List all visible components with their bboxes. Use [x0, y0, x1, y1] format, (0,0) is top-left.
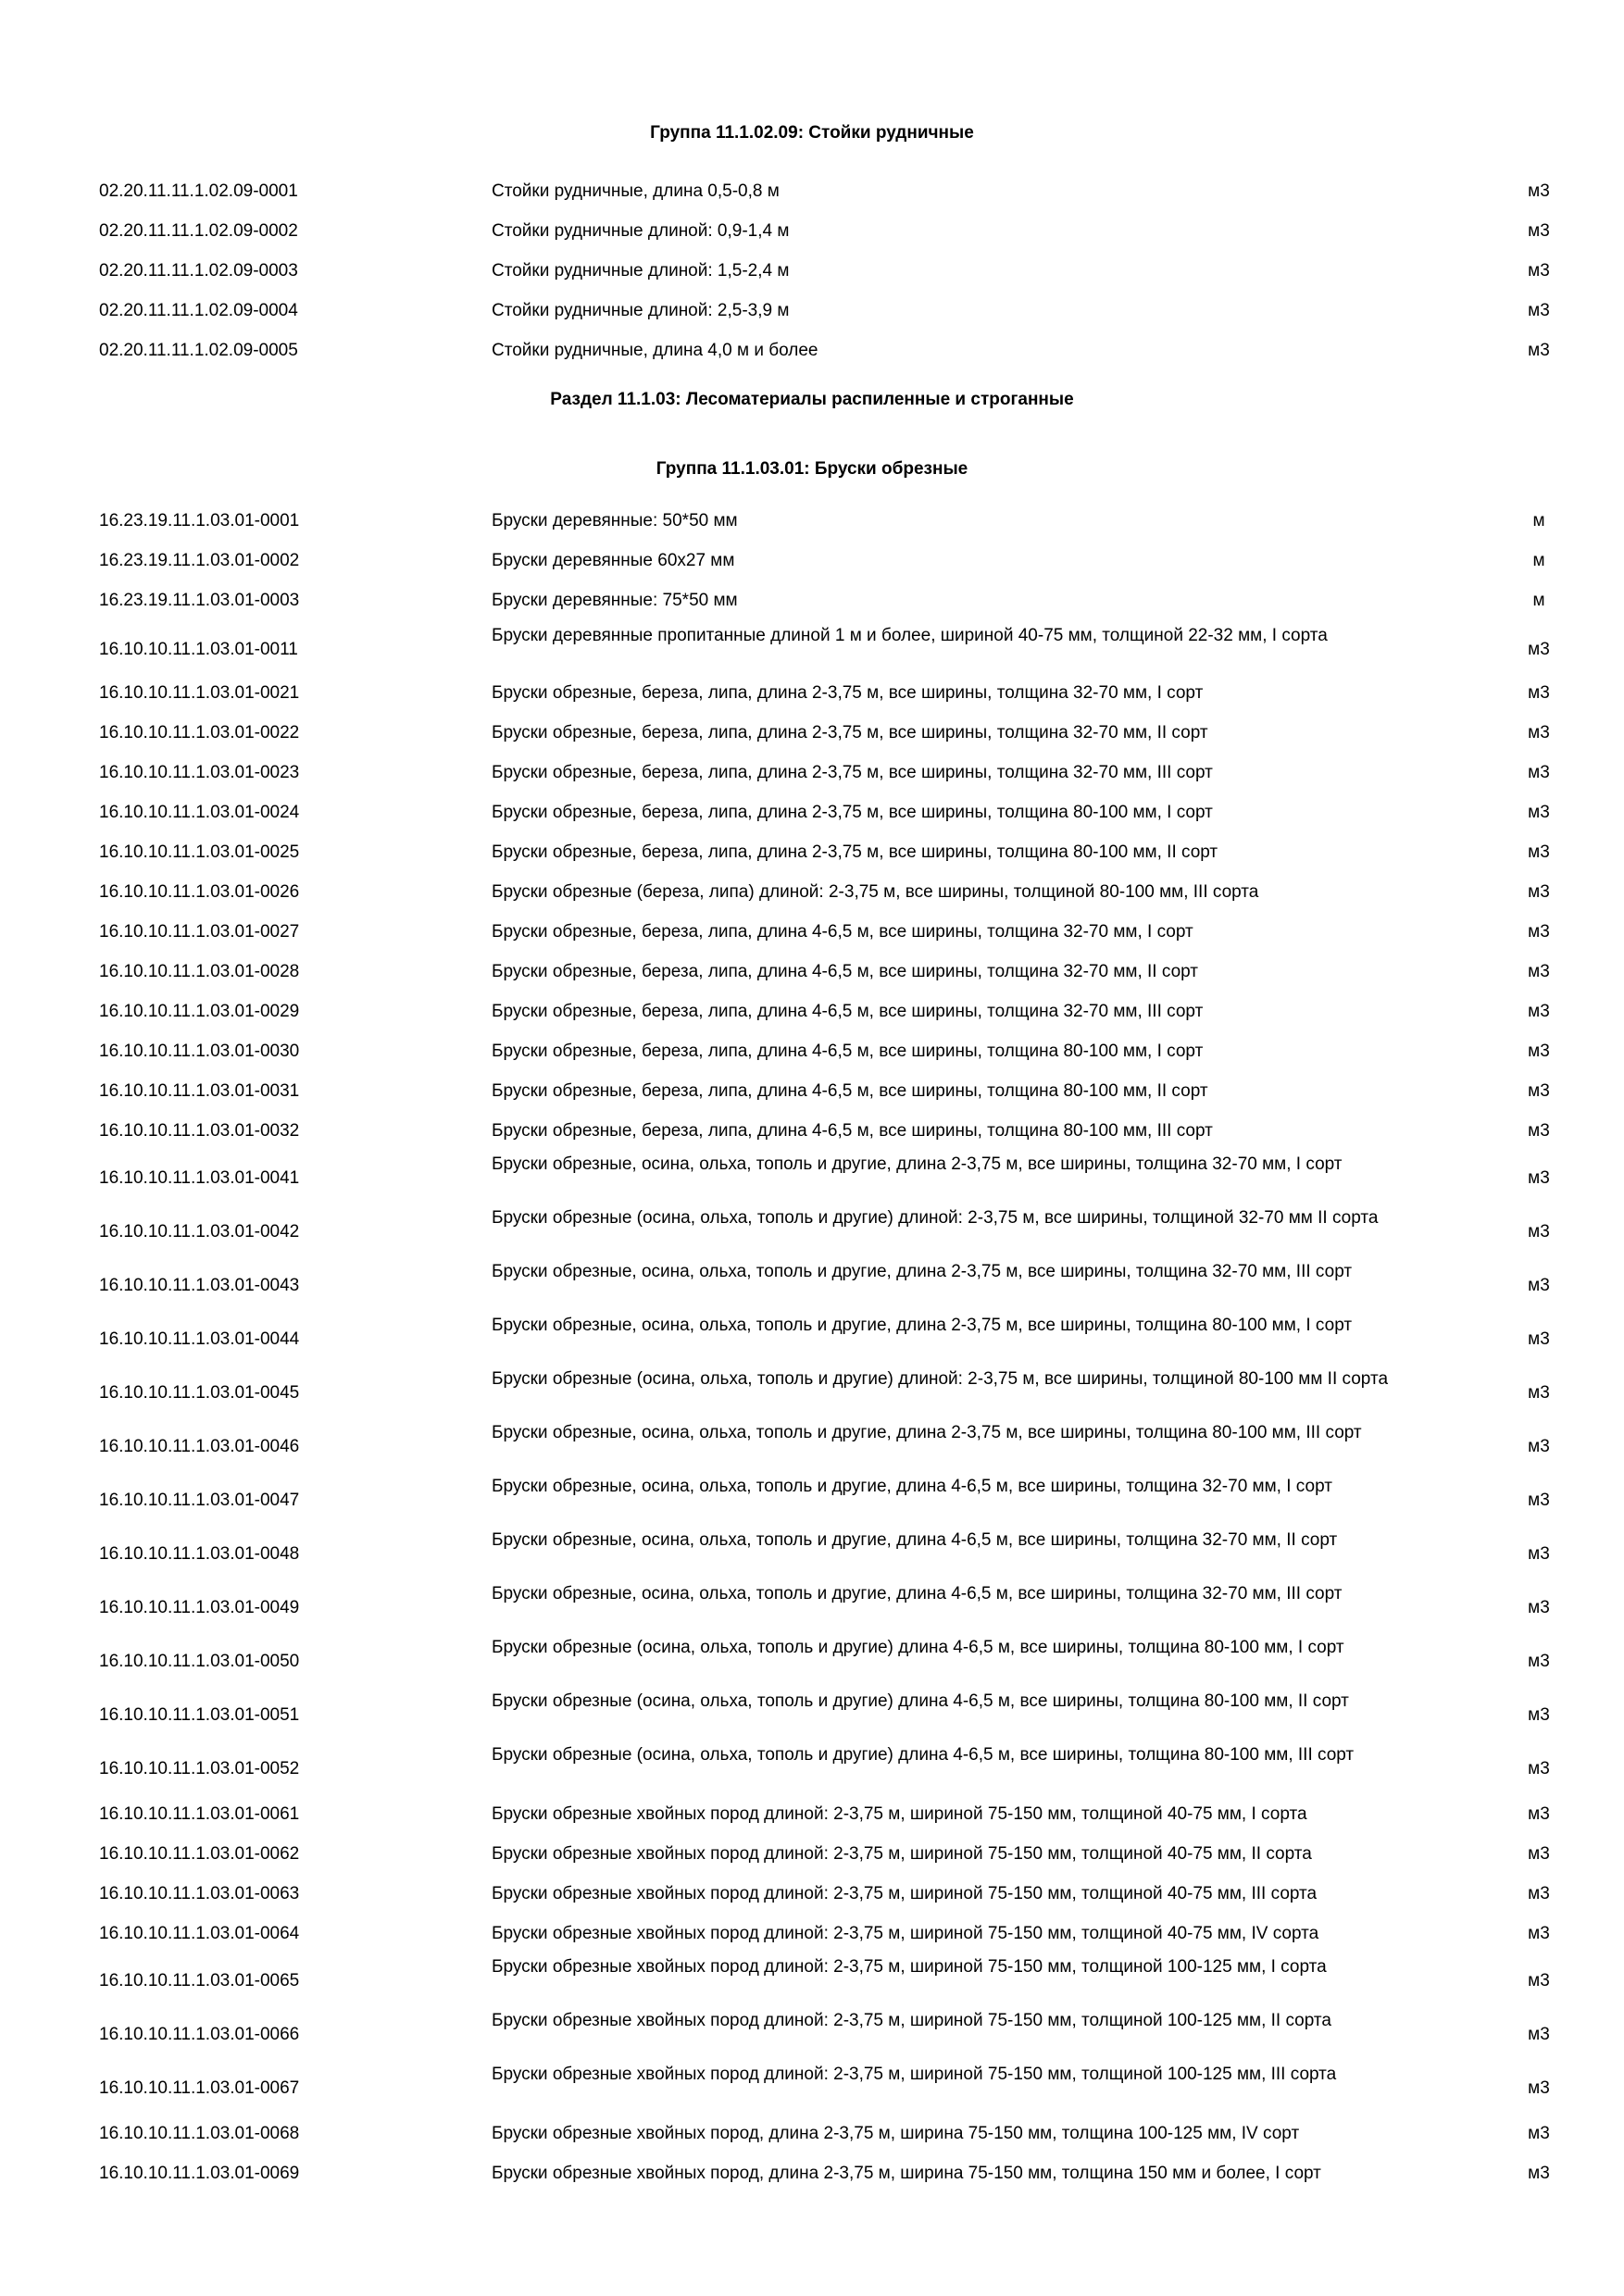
item-code: 16.10.10.11.1.03.01-0062 [99, 1844, 300, 1864]
item-code: 16.23.19.11.1.03.01-0003 [99, 591, 300, 610]
item-unit: м3 [1528, 1168, 1550, 1188]
item-code: 16.10.10.11.1.03.01-0021 [99, 683, 300, 703]
item-unit: м3 [1528, 922, 1550, 942]
item-name: Бруски обрезные хвойных пород, длина 2-3,75 м, ширина 75-150 мм, толщина 150 мм и более, I сорт [492, 2164, 1321, 2183]
item-code: 16.10.10.11.1.03.01-0066 [99, 2025, 300, 2044]
item-name: Бруски деревянные: 50*50 мм [492, 511, 738, 530]
item-unit: м3 [1528, 1804, 1550, 1824]
item-code: 16.10.10.11.1.03.01-0046 [99, 1437, 300, 1456]
item-code: 16.10.10.11.1.03.01-0022 [99, 723, 300, 742]
group-heading: Группа 11.1.03.01: Бруски обрезные [656, 459, 968, 479]
item-name: Бруски обрезные хвойных пород длиной: 2-3,75 м, шириной 75-150 мм, толщиной 40-75 мм, III сорта [492, 1884, 1318, 1903]
item-name: Бруски обрезные, береза, липа, длина 4-6,5 м, все ширины, толщина 32-70 мм, I сорт [492, 922, 1193, 942]
item-unit: м3 [1528, 1544, 1550, 1564]
item-code: 16.10.10.11.1.03.01-0045 [99, 1383, 300, 1403]
item-code: 16.10.10.11.1.03.01-0042 [99, 1222, 300, 1242]
item-name: Бруски обрезные хвойных пород длиной: 2-3,75 м, шириной 75-150 мм, толщиной 100-125 мм, I сорта [492, 1957, 1327, 1977]
item-unit: м3 [1528, 962, 1550, 981]
item-unit: м3 [1528, 763, 1550, 782]
item-unit: м3 [1528, 683, 1550, 703]
item-name: Бруски обрезные, береза, липа, длина 2-3,75 м, все ширины, толщина 32-70 мм, II сорт [492, 723, 1208, 742]
item-name: Бруски обрезные хвойных пород длиной: 2-3,75 м, шириной 75-150 мм, толщиной 40-75 мм, IV сорта [492, 1924, 1319, 1943]
item-unit: м3 [1528, 341, 1550, 360]
item-name: Бруски обрезные хвойных пород длиной: 2-3,75 м, шириной 75-150 мм, толщиной 100-125 мм, II сорта [492, 2011, 1331, 2030]
item-unit: м3 [1528, 1222, 1550, 1242]
item-code: 16.10.10.11.1.03.01-0069 [99, 2164, 300, 2183]
group-heading: Группа 11.1.02.09: Стойки рудничные [650, 123, 974, 143]
item-name: Стойки рудничные длиной: 2,5-3,9 м [492, 301, 790, 320]
item-code: 16.10.10.11.1.03.01-0061 [99, 1804, 300, 1824]
item-unit: м3 [1528, 1042, 1550, 1061]
item-code: 16.23.19.11.1.03.01-0002 [99, 551, 300, 570]
item-unit: м3 [1528, 1598, 1550, 1617]
item-unit: м3 [1528, 1329, 1550, 1349]
item-unit: м3 [1528, 1844, 1550, 1864]
item-code: 16.10.10.11.1.03.01-0068 [99, 2124, 300, 2143]
item-code: 16.10.10.11.1.03.01-0030 [99, 1042, 300, 1061]
item-code: 16.10.10.11.1.03.01-0027 [99, 922, 300, 942]
item-unit: м3 [1528, 1081, 1550, 1101]
item-unit: м3 [1528, 723, 1550, 742]
item-code: 16.10.10.11.1.03.01-0049 [99, 1598, 300, 1617]
item-code: 16.10.10.11.1.03.01-0032 [99, 1121, 300, 1141]
item-name: Бруски обрезные, осина, ольха, тополь и другие, длина 4-6,5 м, все ширины, толщина 32-70 мм, III сорт [492, 1584, 1343, 1603]
section-heading: Раздел 11.1.03: Лесоматериалы распиленные и строганные [550, 390, 1074, 409]
item-code: 16.10.10.11.1.03.01-0025 [99, 842, 300, 862]
item-name: Бруски обрезные, береза, липа, длина 2-3,75 м, все ширины, толщина 32-70 мм, III сорт [492, 763, 1213, 782]
item-name: Бруски обрезные (осина, ольха, тополь и другие) длиной: 2-3,75 м, все ширины, толщиной 32-70 мм II сорта [492, 1208, 1379, 1228]
item-name: Бруски обрезные (осина, ольха, тополь и другие) длина 4-6,5 м, все ширины, толщина 80-100 мм, I сорт [492, 1638, 1344, 1657]
item-name: Бруски обрезные, осина, ольха, тополь и другие, длина 2-3,75 м, все ширины, толщина 80-100 мм, I сорт [492, 1316, 1353, 1335]
item-unit: м3 [1528, 1383, 1550, 1403]
item-unit: м3 [1528, 181, 1550, 201]
item-name: Бруски обрезные (береза, липа) длиной: 2-3,75 м, все ширины, толщиной 80-100 мм, III сорта [492, 882, 1259, 902]
item-name: Стойки рудничные, длина 0,5-0,8 м [492, 181, 780, 201]
item-name: Бруски обрезные, осина, ольха, тополь и другие, длина 2-3,75 м, все ширины, толщина 80-100 мм, III сорт [492, 1423, 1362, 1442]
item-name: Бруски обрезные, береза, липа, длина 2-3,75 м, все ширины, толщина 80-100 мм, II сорт [492, 842, 1218, 862]
item-name: Бруски обрезные, осина, ольха, тополь и другие, длина 4-6,5 м, все ширины, толщина 32-70 мм, II сорт [492, 1530, 1338, 1550]
item-unit: м3 [1528, 2124, 1550, 2143]
item-name: Бруски обрезные, береза, липа, длина 4-6,5 м, все ширины, толщина 80-100 мм, III сорт [492, 1121, 1213, 1141]
item-code: 16.10.10.11.1.03.01-0028 [99, 962, 300, 981]
item-name: Бруски деревянные 60х27 мм [492, 551, 735, 570]
item-code: 02.20.11.11.1.02.09-0003 [99, 261, 298, 281]
item-name: Бруски деревянные пропитанные длиной 1 м и более, шириной 40-75 мм, толщиной 22-32 мм, I сорта [492, 626, 1328, 645]
item-code: 16.10.10.11.1.03.01-0024 [99, 803, 300, 822]
item-name: Стойки рудничные, длина 4,0 м и более [492, 341, 818, 360]
item-name: Бруски обрезные, береза, липа, длина 4-6,5 м, все ширины, толщина 32-70 мм, III сорт [492, 1002, 1204, 1021]
item-unit: м3 [1528, 221, 1550, 241]
item-name: Бруски обрезные хвойных пород, длина 2-3,75 м, ширина 75-150 мм, толщина 100-125 мм, IV сорт [492, 2124, 1300, 2143]
item-unit: м3 [1528, 1759, 1550, 1778]
item-code: 16.10.10.11.1.03.01-0064 [99, 1924, 300, 1943]
item-name: Бруски обрезные, береза, липа, длина 2-3,75 м, все ширины, толщина 32-70 мм, I сорт [492, 683, 1204, 703]
item-name: Бруски обрезные, осина, ольха, тополь и другие, длина 4-6,5 м, все ширины, толщина 32-70 мм, I сорт [492, 1477, 1332, 1496]
item-unit: м3 [1528, 1491, 1550, 1510]
item-name: Бруски обрезные (осина, ольха, тополь и другие) длина 4-6,5 м, все ширины, толщина 80-100 мм, II сорт [492, 1691, 1349, 1711]
item-code: 16.10.10.11.1.03.01-0050 [99, 1652, 300, 1671]
item-code: 16.10.10.11.1.03.01-0052 [99, 1759, 300, 1778]
item-unit: м3 [1528, 1884, 1550, 1903]
item-name: Бруски обрезные хвойных пород длиной: 2-3,75 м, шириной 75-150 мм, толщиной 100-125 мм, III сорта [492, 2065, 1337, 2084]
item-name: Бруски обрезные, осина, ольха, тополь и другие, длина 2-3,75 м, все ширины, толщина 32-70 мм, I сорт [492, 1154, 1343, 1174]
item-name: Бруски обрезные, береза, липа, длина 4-6,5 м, все ширины, толщина 80-100 мм, I сорт [492, 1042, 1204, 1061]
item-name: Стойки рудничные длиной: 0,9-1,4 м [492, 221, 790, 241]
item-unit: м [1532, 591, 1545, 610]
item-code: 16.10.10.11.1.03.01-0051 [99, 1705, 300, 1725]
item-code: 16.10.10.11.1.03.01-0011 [99, 640, 298, 659]
item-code: 16.10.10.11.1.03.01-0065 [99, 1971, 300, 1990]
item-name: Бруски обрезные, береза, липа, длина 4-6,5 м, все ширины, толщина 32-70 мм, II сорт [492, 962, 1198, 981]
item-unit: м3 [1528, 261, 1550, 281]
item-code: 16.10.10.11.1.03.01-0048 [99, 1544, 300, 1564]
item-unit: м3 [1528, 640, 1550, 659]
item-code: 16.10.10.11.1.03.01-0031 [99, 1081, 300, 1101]
item-unit: м3 [1528, 842, 1550, 862]
item-name: Бруски обрезные хвойных пород длиной: 2-3,75 м, шириной 75-150 мм, толщиной 40-75 мм, I сорта [492, 1804, 1307, 1824]
item-unit: м [1532, 511, 1545, 530]
item-unit: м3 [1528, 2164, 1550, 2183]
item-name: Бруски обрезные, береза, липа, длина 2-3,75 м, все ширины, толщина 80-100 мм, I сорт [492, 803, 1213, 822]
item-code: 16.10.10.11.1.03.01-0063 [99, 1884, 300, 1903]
item-code: 16.10.10.11.1.03.01-0023 [99, 763, 300, 782]
item-code: 16.10.10.11.1.03.01-0047 [99, 1491, 300, 1510]
item-name: Бруски деревянные: 75*50 мм [492, 591, 738, 610]
item-name: Стойки рудничные длиной: 1,5-2,4 м [492, 261, 790, 281]
item-code: 16.10.10.11.1.03.01-0043 [99, 1276, 300, 1295]
item-code: 02.20.11.11.1.02.09-0002 [99, 221, 298, 241]
item-unit: м3 [1528, 1121, 1550, 1141]
item-code: 16.10.10.11.1.03.01-0041 [99, 1168, 300, 1188]
item-name: Бруски обрезные хвойных пород длиной: 2-3,75 м, шириной 75-150 мм, толщиной 40-75 мм, II сорта [492, 1844, 1312, 1864]
item-unit: м3 [1528, 1437, 1550, 1456]
item-unit: м3 [1528, 882, 1550, 902]
item-unit: м3 [1528, 1652, 1550, 1671]
item-code: 02.20.11.11.1.02.09-0004 [99, 301, 298, 320]
item-name: Бруски обрезные, осина, ольха, тополь и другие, длина 2-3,75 м, все ширины, толщина 32-70 мм, III сорт [492, 1262, 1353, 1281]
item-unit: м3 [1528, 1002, 1550, 1021]
item-code: 16.23.19.11.1.03.01-0001 [99, 511, 300, 530]
item-code: 16.10.10.11.1.03.01-0026 [99, 882, 300, 902]
item-code: 16.10.10.11.1.03.01-0029 [99, 1002, 300, 1021]
item-unit: м3 [1528, 301, 1550, 320]
item-name: Бруски обрезные, береза, липа, длина 4-6,5 м, все ширины, толщина 80-100 мм, II сорт [492, 1081, 1208, 1101]
item-unit: м3 [1528, 1924, 1550, 1943]
item-code: 02.20.11.11.1.02.09-0001 [99, 181, 298, 201]
item-code: 16.10.10.11.1.03.01-0044 [99, 1329, 300, 1349]
item-unit: м3 [1528, 803, 1550, 822]
item-code: 16.10.10.11.1.03.01-0067 [99, 2078, 300, 2098]
item-unit: м3 [1528, 1705, 1550, 1725]
item-unit: м3 [1528, 2025, 1550, 2044]
item-unit: м [1532, 551, 1545, 570]
item-unit: м3 [1528, 1971, 1550, 1990]
item-unit: м3 [1528, 2078, 1550, 2098]
item-name: Бруски обрезные (осина, ольха, тополь и другие) длиной: 2-3,75 м, все ширины, толщиной 80-100 мм II сорта [492, 1369, 1389, 1389]
item-unit: м3 [1528, 1276, 1550, 1295]
item-name: Бруски обрезные (осина, ольха, тополь и другие) длина 4-6,5 м, все ширины, толщина 80-100 мм, III сорт [492, 1745, 1355, 1765]
item-code: 02.20.11.11.1.02.09-0005 [99, 341, 298, 360]
